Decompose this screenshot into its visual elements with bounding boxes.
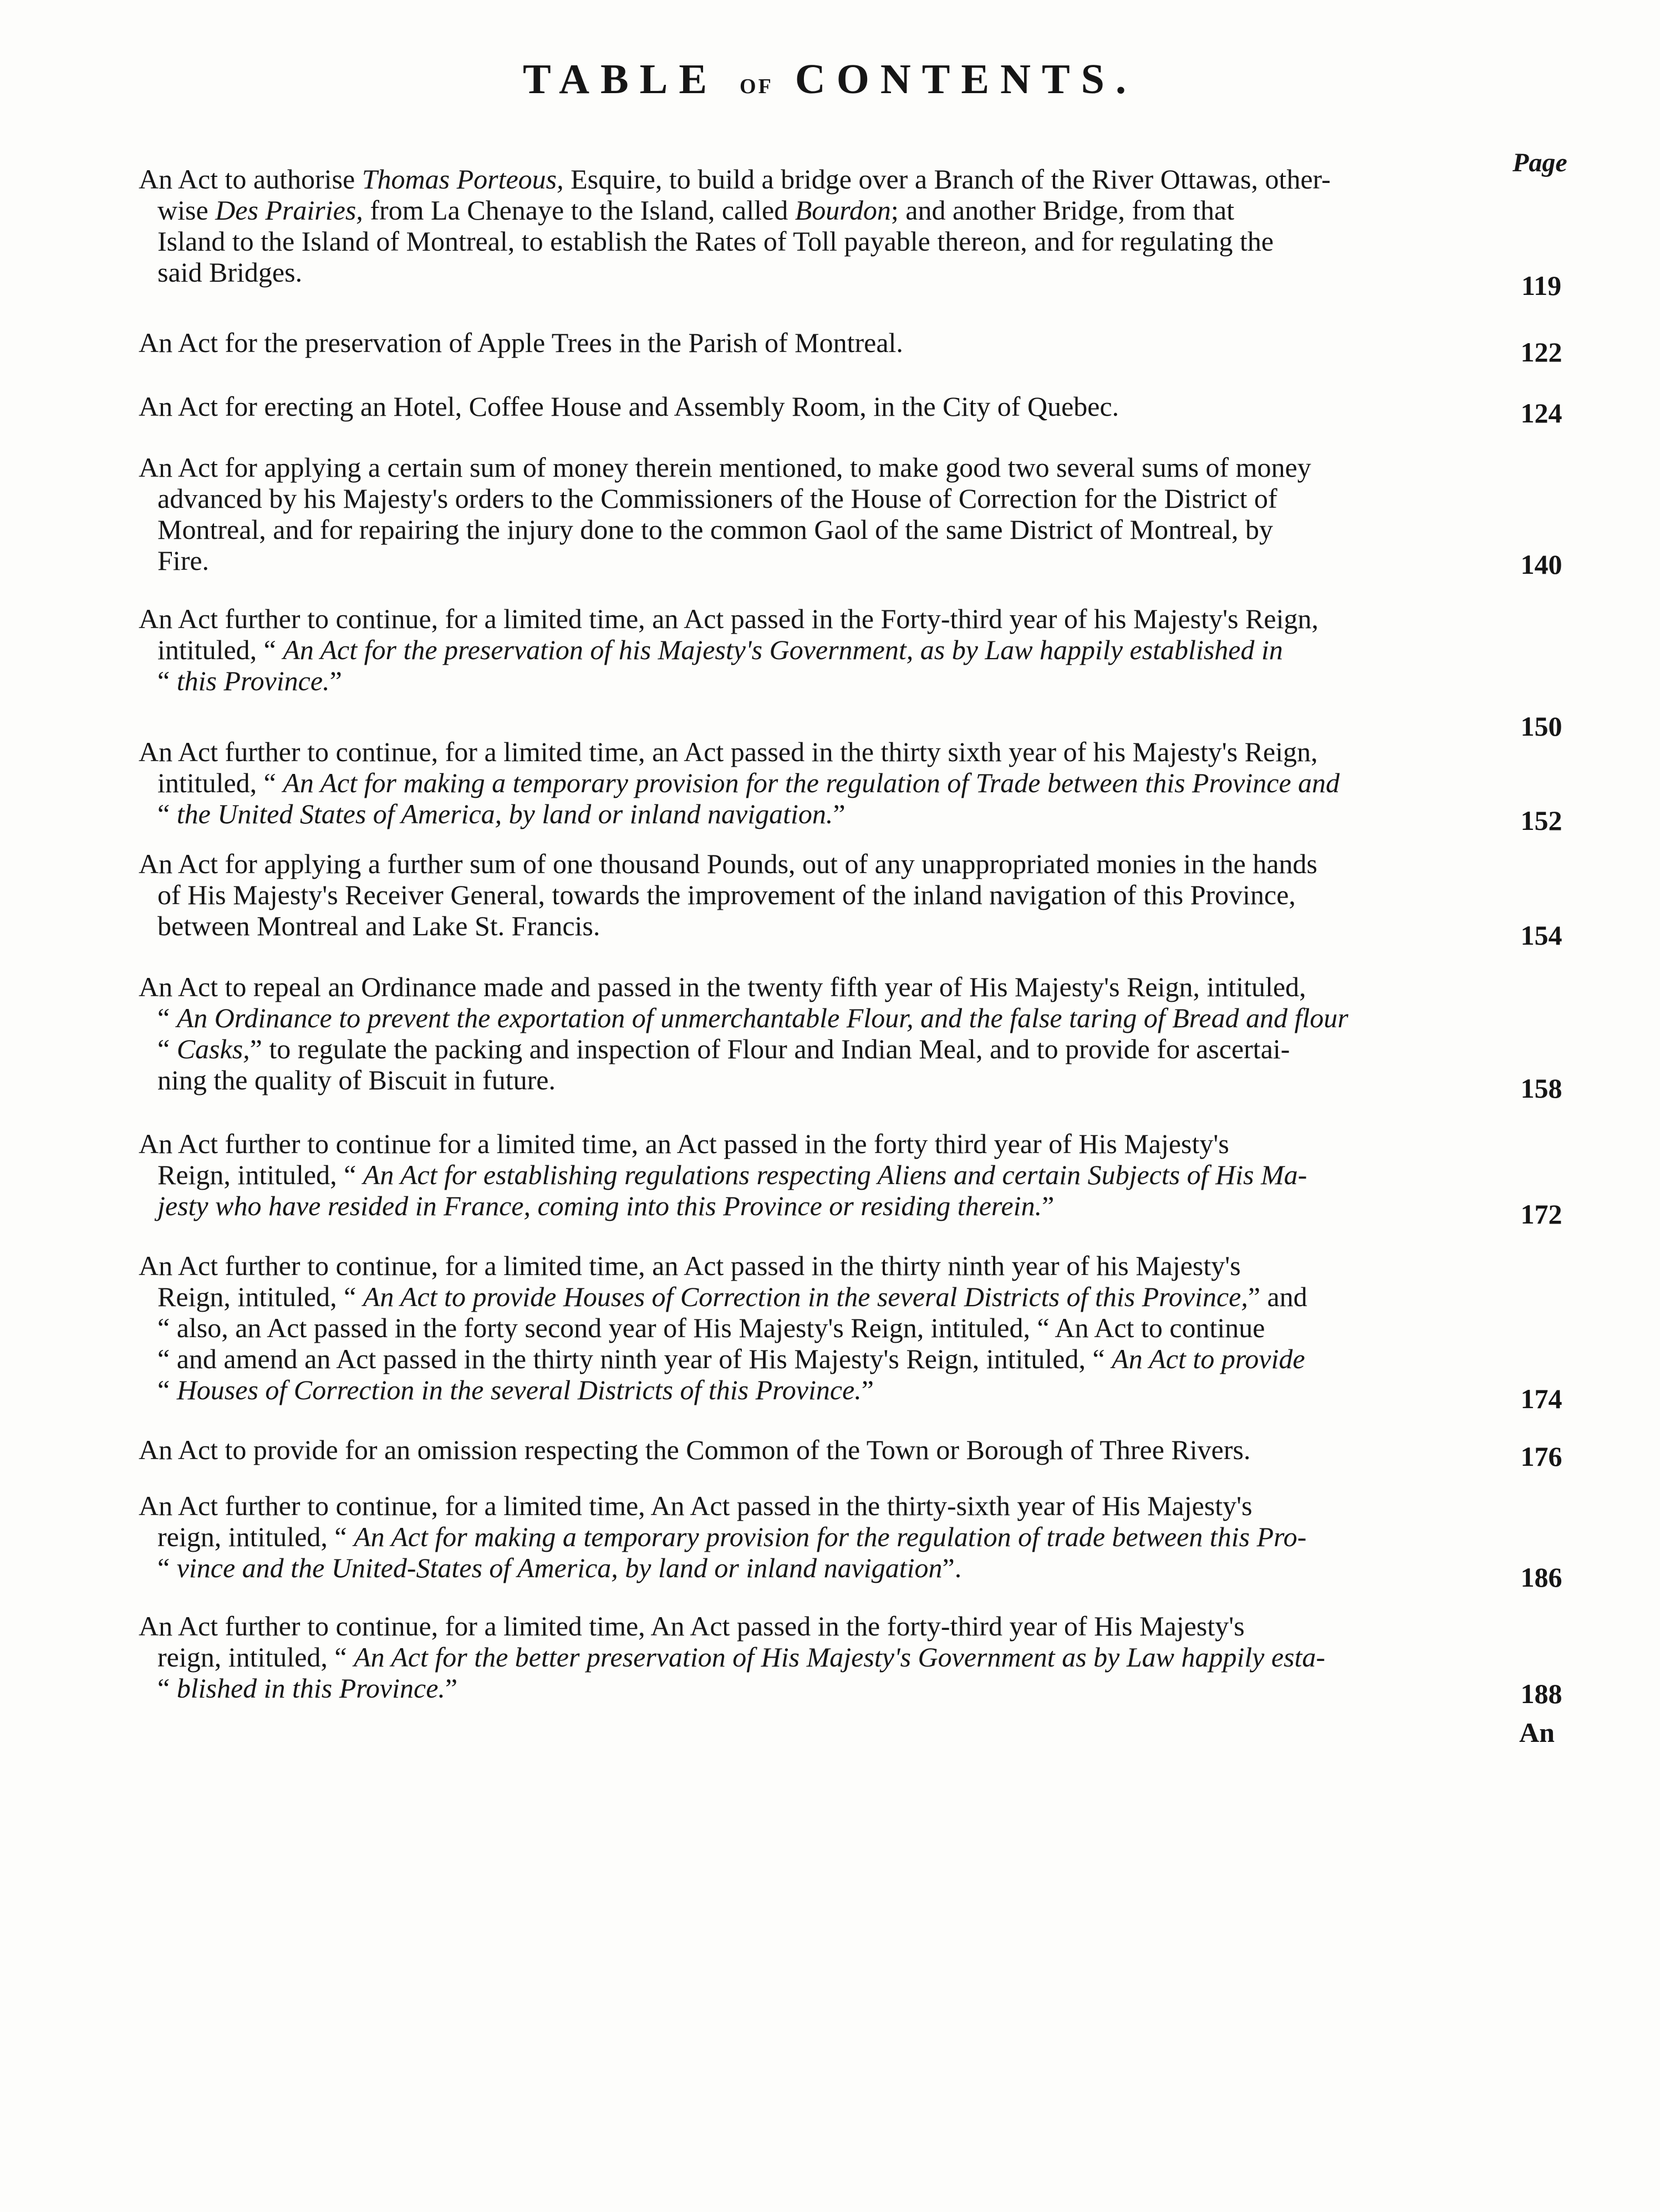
toc-entry: [139, 1128, 1491, 1221]
toc-entry: [139, 1434, 1491, 1465]
italic-title-text: An Act for making a temporary provision for the regulation of trade between this Pro-: [354, 1521, 1307, 1552]
page-number: 172: [1520, 1199, 1562, 1230]
toc-entry-line: [139, 1159, 1491, 1190]
page-number: 188: [1520, 1678, 1562, 1709]
entry-text: “ and amend an Act passed in the thirty ninth year of His Majesty's Reign, intituled, “: [157, 1343, 1112, 1374]
toc-entry: [139, 1250, 1491, 1405]
italic-title-text: Thomas Porteous,: [361, 164, 564, 195]
entry-text: advanced by his Majesty's orders to the Commissioners of the House of Correction for the District of: [157, 483, 1277, 514]
toc-entry-line: [139, 226, 1491, 257]
entry-text: An Act for the preservation of Apple Trees in the Parish of Montreal.: [139, 327, 903, 358]
page-number: 154: [1520, 920, 1562, 951]
toc-entry-line: [139, 483, 1491, 514]
toc-entry-line: [139, 1190, 1491, 1221]
entry-text: An Act for applying a certain sum of money therein mentioned, to make good two several sums of money: [139, 452, 1311, 483]
title-part-table: TABLE: [523, 56, 719, 103]
entry-text: between Montreal and Lake St. Francis.: [157, 910, 600, 941]
entry-text: “: [157, 1552, 177, 1583]
toc-entry-line: [139, 1374, 1491, 1405]
toc-entry-line: [139, 452, 1491, 483]
toc-entry-line: [139, 1610, 1491, 1642]
entry-text: “: [157, 1033, 177, 1064]
page-number: 186: [1520, 1562, 1562, 1593]
italic-title-text: this Province.: [176, 665, 330, 696]
entry-text: from La Chenaye to the Island, called: [363, 195, 795, 226]
italic-title-text: An Ordinance to prevent the exportation of unmerchantable Flour, and the false taring of Bread and flour: [176, 1002, 1348, 1033]
toc-entry-line: [139, 1281, 1491, 1312]
entry-text: intituled, “: [157, 634, 283, 665]
entry-text: of His Majesty's Receiver General, towards the improvement of the inland navigation of this Province,: [157, 879, 1296, 910]
entry-text: ”: [1042, 1190, 1055, 1221]
page-number: 174: [1520, 1383, 1562, 1414]
entry-text: An Act to provide for an omission respecting the Common of the Town or Borough of Three Rivers.: [139, 1434, 1251, 1465]
entry-text: “: [157, 1374, 177, 1405]
entry-text: Reign, intituled, “: [157, 1159, 363, 1190]
toc-entry-line: [139, 1490, 1491, 1521]
toc-entry-line: [139, 257, 1491, 288]
entry-text: Montreal, and for repairing the injury done to the common Gaol of the same District of Montreal, by: [157, 514, 1273, 545]
entry-text: ”: [329, 665, 342, 696]
italic-title-text: An Act to provide Houses of Correction in the several Districts of this Province,: [363, 1281, 1248, 1312]
toc-entry-line: [139, 1128, 1491, 1159]
italic-title-text: An Act for establishing regulations respecting Aliens and certain Subjects of His Ma-: [363, 1159, 1307, 1190]
toc-entry-line: [139, 1033, 1491, 1064]
page-number: 152: [1520, 805, 1562, 836]
toc-entry: [139, 452, 1491, 576]
entry-text: An Act further to continue, for a limited time, an Act passed in the thirty sixth year of his Majesty's Reign,: [139, 736, 1318, 767]
italic-title-text: Bourdon: [795, 195, 891, 226]
entry-text: An Act further to continue, for a limited time, an Act passed in the thirty ninth year of his Majesty's: [139, 1250, 1241, 1281]
page-number: 124: [1520, 397, 1562, 429]
entry-text: ”: [445, 1673, 458, 1704]
entry-text: An Act to authorise: [139, 164, 362, 195]
toc-entry-line: [139, 1002, 1491, 1033]
entry-text: intituled, “: [157, 767, 283, 798]
toc-entry-line: [139, 634, 1491, 665]
entry-text: said Bridges.: [157, 257, 303, 288]
italic-title-text: Houses of Correction in the several Districts of this Province.: [176, 1374, 862, 1405]
page-number: 150: [1520, 711, 1562, 742]
italic-title-text: An Act for the preservation of his Majesty's Government, as by Law happily established in: [283, 634, 1283, 665]
entry-text: ; and another Bridge, from that: [890, 195, 1235, 226]
page-number: 122: [1520, 337, 1562, 368]
italic-title-text: Casks,: [176, 1033, 250, 1064]
page-title: [0, 56, 1660, 103]
toc-entry-line: [139, 1552, 1491, 1583]
toc-entry: [139, 327, 1491, 358]
toc-entry-line: [139, 1250, 1491, 1281]
italic-title-text: vince and the United-States of America, by land or inland navigation: [176, 1552, 943, 1583]
italic-title-text: jesty who have resided in France, coming into this Province or residing therein.: [157, 1190, 1042, 1221]
entry-text: ”: [861, 1374, 874, 1405]
toc-entry-line: [139, 514, 1491, 545]
title-part-contents: CONTENTS.: [795, 56, 1137, 103]
toc-entry-line: [139, 391, 1491, 422]
entry-text: ” to regulate the packing and inspection of Flour and Indian Meal, and to provide for ascertai-: [249, 1033, 1290, 1064]
toc-entry-line: [139, 1312, 1491, 1343]
entry-text: “: [157, 798, 177, 829]
entry-text: An Act for applying a further sum of one thousand Pounds, out of any unappropriated monies in the hands: [139, 848, 1318, 879]
entry-text: ” and: [1247, 1281, 1307, 1312]
italic-title-text: An Act for making a temporary provision for the regulation of Trade between this Province and: [283, 767, 1340, 798]
toc-entry-line: [139, 665, 1491, 696]
toc-entry-line: [139, 1642, 1491, 1673]
catchword: An: [1519, 1717, 1555, 1748]
entry-text: An Act to repeal an Ordinance made and passed in the twenty fifth year of His Majesty's Reign, intituled,: [139, 971, 1306, 1002]
toc-entry-line: [139, 1434, 1491, 1465]
toc-entry: [139, 603, 1491, 696]
title-part-of: OF: [740, 75, 773, 98]
italic-title-text: Des Prairies,: [215, 195, 363, 226]
entry-text: reign, intituled, “: [157, 1642, 354, 1673]
toc-entry: [139, 164, 1491, 288]
toc-entry: [139, 848, 1491, 941]
toc-entry-line: [139, 971, 1491, 1002]
toc-entry-line: [139, 736, 1491, 767]
page-column-heading: Page: [1513, 148, 1567, 177]
entry-text: wise: [157, 195, 216, 226]
toc-entry-line: [139, 195, 1491, 226]
entry-text: “: [157, 1673, 177, 1704]
entry-text: “: [157, 665, 177, 696]
toc-entry-line: [139, 910, 1491, 941]
italic-title-text: the United States of America, by land or inland navigation.: [176, 798, 833, 829]
toc-entry: [139, 971, 1491, 1095]
toc-entry-line: [139, 603, 1491, 634]
toc-entry: [139, 391, 1491, 422]
italic-title-text: blished in this Province.: [176, 1673, 445, 1704]
toc-entry: [139, 736, 1491, 829]
italic-title-text: An Act to provide: [1112, 1343, 1305, 1374]
entry-text: Island to the Island of Montreal, to establish the Rates of Toll payable thereon, and for regulating the: [157, 226, 1274, 257]
entry-text: An Act further to continue, for a limited time, An Act passed in the forty-third year of His Majesty's: [139, 1610, 1245, 1642]
toc-entry-line: [139, 545, 1491, 576]
toc-entry: [139, 1490, 1491, 1583]
toc-entry-line: [139, 1673, 1491, 1704]
page-number: 176: [1520, 1441, 1562, 1472]
entry-text: Reign, intituled, “: [157, 1281, 363, 1312]
entry-text: An Act further to continue for a limited time, an Act passed in the forty third year of His Majesty's: [139, 1128, 1229, 1159]
toc-entry: [139, 1610, 1491, 1704]
toc-entry-line: [139, 1064, 1491, 1095]
entry-text: “ also, an Act passed in the forty second year of His Majesty's Reign, intituled, “ An Act to continue: [157, 1312, 1265, 1343]
entry-text: Esquire, to build a bridge over a Branch of the River Ottawas, other-: [563, 164, 1331, 195]
toc-entry-line: [139, 164, 1491, 195]
page-number: 158: [1520, 1073, 1562, 1104]
entry-text: ”.: [942, 1552, 962, 1583]
toc-entry-line: [139, 767, 1491, 798]
entry-text: ”: [833, 798, 846, 829]
toc-entry-line: [139, 798, 1491, 829]
entry-text: “: [157, 1002, 177, 1033]
entry-text: reign, intituled, “: [157, 1521, 354, 1552]
toc-entry-line: [139, 327, 1491, 358]
toc-entry-line: [139, 1343, 1491, 1374]
toc-entry-line: [139, 1521, 1491, 1552]
toc-entry-line: [139, 848, 1491, 879]
page-number: 140: [1520, 549, 1562, 580]
entry-text: An Act further to continue, for a limited time, An Act passed in the thirty-sixth year of His Majesty's: [139, 1490, 1252, 1521]
toc-entry-line: [139, 879, 1491, 910]
entry-text: ning the quality of Biscuit in future.: [157, 1064, 556, 1095]
entry-text: An Act further to continue, for a limited time, an Act passed in the Forty-third year of his Majesty's Reign,: [139, 603, 1319, 634]
entry-text: An Act for erecting an Hotel, Coffee House and Assembly Room, in the City of Quebec.: [139, 391, 1119, 422]
entry-text: Fire.: [157, 545, 210, 576]
page-number: 119: [1521, 270, 1562, 301]
italic-title-text: An Act for the better preservation of His Majesty's Government as by Law happily esta-: [354, 1642, 1326, 1673]
